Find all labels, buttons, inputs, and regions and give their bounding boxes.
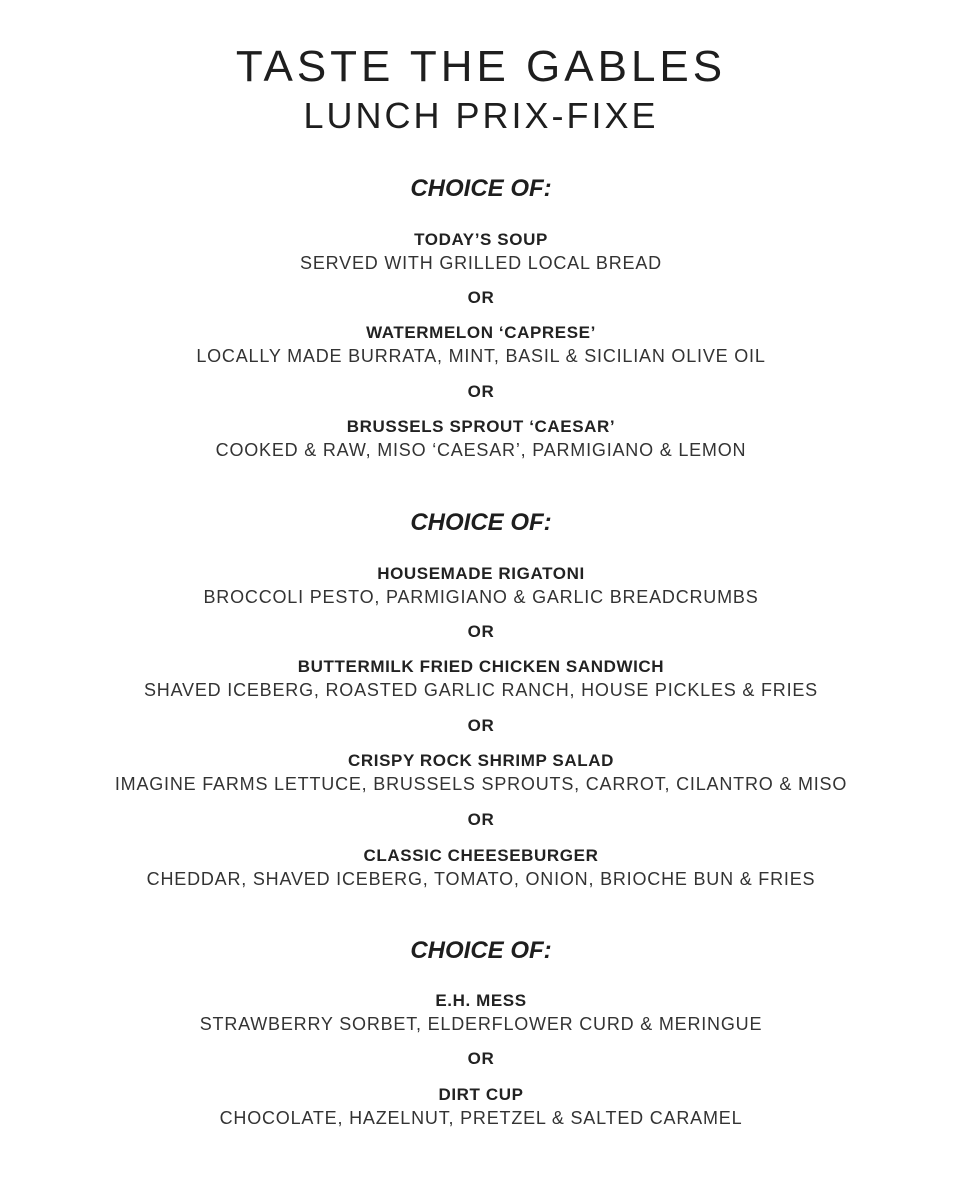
- menu-item-name: WATERMELON ‘CAPRESE’: [366, 323, 596, 342]
- menu-item-description: SERVED WITH GRILLED LOCAL BREAD: [300, 253, 662, 273]
- menu-item-name: DIRT CUP: [438, 1085, 524, 1104]
- menu-item-name: BUTTERMILK FRIED CHICKEN SANDWICH: [297, 657, 665, 676]
- menu-item-description: CHEDDAR, SHAVED ICEBERG, TOMATO, ONION, BRIOCHE BUN & FRIES: [146, 869, 816, 889]
- menu-item-name: CRISPY ROCK SHRIMP SALAD: [348, 751, 614, 770]
- menu-item-description: STRAWBERRY SORBET, ELDERFLOWER CURD & MERINGUE: [199, 1014, 763, 1034]
- or-separator: OR: [467, 810, 495, 829]
- menu-item-name: HOUSEMADE RIGATONI: [377, 564, 585, 583]
- menu-item-description: BROCCOLI PESTO, PARMIGIANO & GARLIC BREADCRUMBS: [203, 587, 759, 607]
- menu-item-description: SHAVED ICEBERG, ROASTED GARLIC RANCH, HOUSE PICKLES & FRIES: [143, 680, 818, 700]
- or-separator: OR: [467, 716, 495, 735]
- or-separator: OR: [467, 622, 495, 641]
- course-3-heading: CHOICE OF:: [410, 937, 552, 964]
- menu-item-description: IMAGINE FARMS LETTUCE, BRUSSELS SPROUTS, CARROT, CILANTRO & MISO: [114, 774, 848, 794]
- menu-item-description: LOCALLY MADE BURRATA, MINT, BASIL & SICILIAN OLIVE OIL: [196, 346, 766, 366]
- course-1-heading: CHOICE OF:: [410, 175, 552, 202]
- menu-item-name: BRUSSELS SPROUT ‘CAESAR’: [346, 417, 616, 436]
- or-separator: OR: [467, 1049, 495, 1068]
- menu-title: TASTE THE GABLES: [235, 42, 727, 91]
- or-separator: OR: [467, 382, 495, 401]
- course-2-heading: CHOICE OF:: [410, 509, 552, 536]
- or-separator: OR: [467, 288, 495, 307]
- menu-item-description: CHOCOLATE, HAZELNUT, PRETZEL & SALTED CARAMEL: [219, 1108, 743, 1128]
- menu-item-description: COOKED & RAW, MISO ‘CAESAR’, PARMIGIANO & LEMON: [215, 440, 747, 460]
- menu-subtitle: LUNCH PRIX-FIXE: [303, 95, 659, 136]
- menu-item-name: E.H. MESS: [435, 991, 527, 1010]
- menu-item-name: CLASSIC CHEESEBURGER: [363, 846, 599, 865]
- menu-item-name: TODAY’S SOUP: [414, 230, 548, 249]
